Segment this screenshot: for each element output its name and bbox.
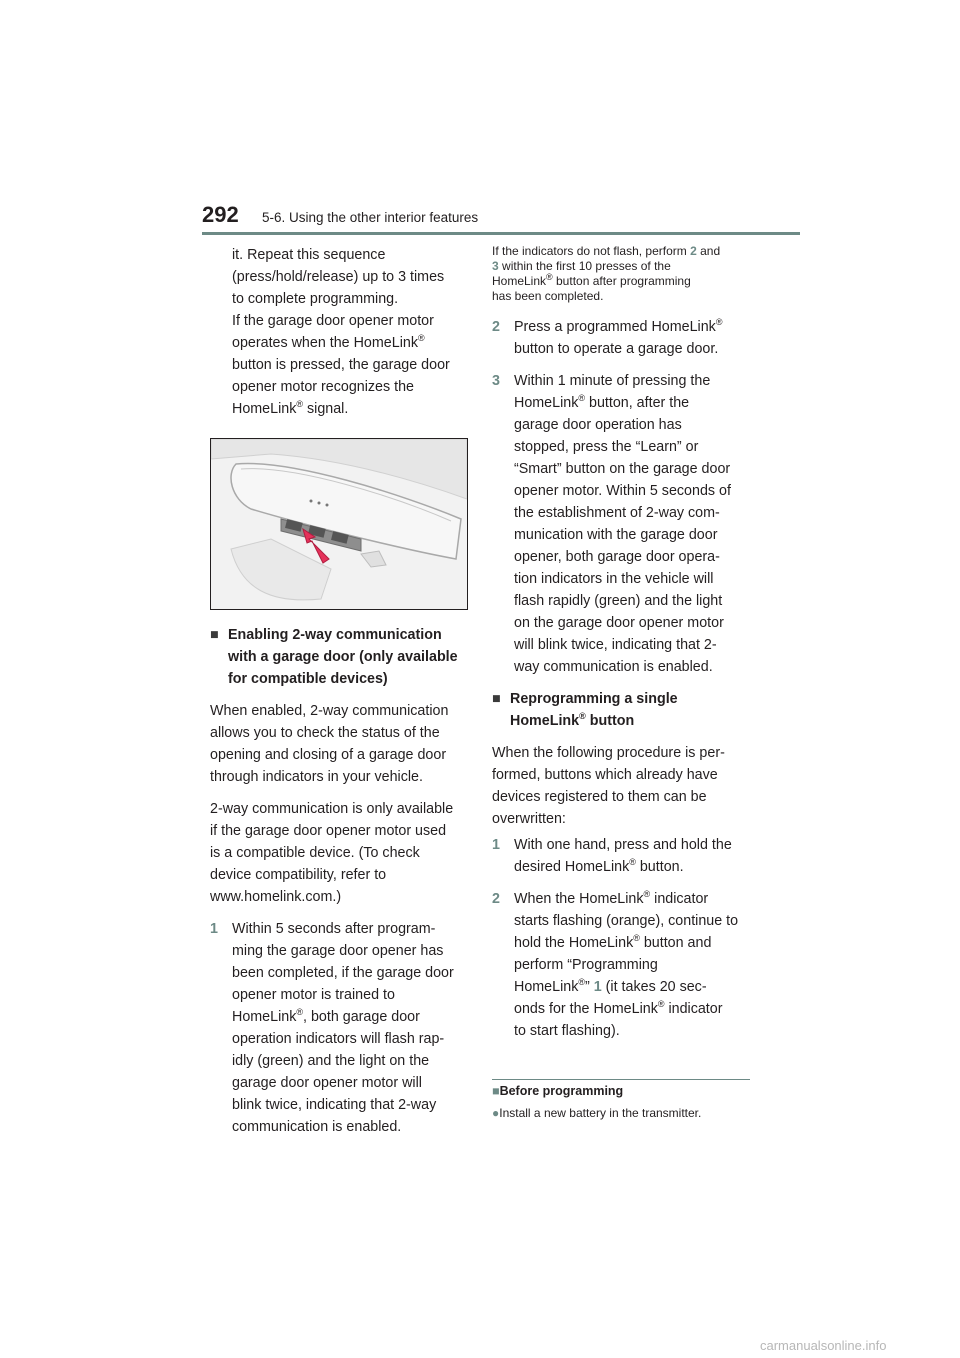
paragraph-2way-intro: When enabled, 2-way communication allows you to check the status of the opening and closing of a garage door through indicators in your vehicle. (210, 703, 449, 785)
section-heading-reprogram: ■ Reprogramming a single HomeLink® button (492, 688, 750, 732)
reprogram-step-1: 1 With one hand, press and hold the desired HomeLink® button. (492, 837, 732, 875)
round-bullet-icon: ● (492, 1106, 500, 1120)
step-1: 1 Within 5 seconds after program- ming the garage door opener has been completed, if the garage door opener motor is trained to HomeLink®, both garage door operation indicators will flash rap- idly (green) and the light on the garage door opener motor will blink twice, indicating that 2-way communication is enabled. (210, 921, 454, 1135)
right-column (492, 244, 750, 1052)
section-title: 5-6. Using the other interior features (262, 210, 479, 225)
note-heading: ■Before programming (492, 1084, 624, 1098)
watermark: carmanualsonline.info (760, 1338, 887, 1353)
paragraph-2way-compat: 2-way communication is only available if the garage door opener motor used is a compatible device. (To check device compatibility, refer to www.homelink.com.) (210, 798, 468, 908)
square-bullet-icon: ■ (210, 627, 219, 643)
intro-text: it. Repeat this sequence (press/hold/release) up to 3 times to complete programming. If the garage door opener motor operates when the HomeLink® button is pressed, the garage door opener motor recognizes the HomeLink® signal. (232, 247, 450, 417)
paragraph-reprogram: When the following procedure is per- formed, buttons which already have devices registered to them can be overwritten: (492, 745, 725, 827)
section-heading-2way: ■ Enabling 2-way communication with a garage door (only available for compatible devices) (210, 624, 468, 690)
step-3: 3 Within 1 minute of pressing the HomeLink® button, after the garage door operation has stopped, press the “Learn” or “Smart” button on the garage door opener motor. Within 5 seconds of the establishment of 2-way com- munication with the garage door opener, both garage door opera- tion indicators in the vehicle will flash rapidly (green) and the light on the garage door opener motor will blink twice, indicating that 2- way communication is enabled. (492, 373, 731, 675)
step-2: 2 Press a programmed HomeLink® button to operate a garage door. (492, 317, 723, 357)
note-divider (492, 1079, 750, 1080)
reprogram-step-2: 2 When the HomeLink® indicator starts flashing (orange), continue to hold the HomeLink® button and perform “Programming HomeLink®” 1 (it takes 20 sec- onds for the HomeLink® indicator to start flashing). (492, 889, 739, 1039)
rearview-mirror-image (211, 439, 467, 609)
mirror-illustration (210, 438, 468, 610)
page-number: 292 (202, 202, 239, 227)
left-column (210, 244, 468, 1148)
flash-note: If the indicators do not flash, perform 2 and 3 within the first 10 presses of the HomeLink® button after programming has been completed. (492, 244, 721, 303)
square-bullet-icon: ■ (492, 691, 501, 707)
header-rule (202, 232, 800, 235)
note-item: ●Install a new battery in the transmitter. (492, 1106, 702, 1120)
square-bullet-icon: ■ (492, 1084, 500, 1098)
homelink-url: www.homelink.com.) (210, 889, 342, 905)
